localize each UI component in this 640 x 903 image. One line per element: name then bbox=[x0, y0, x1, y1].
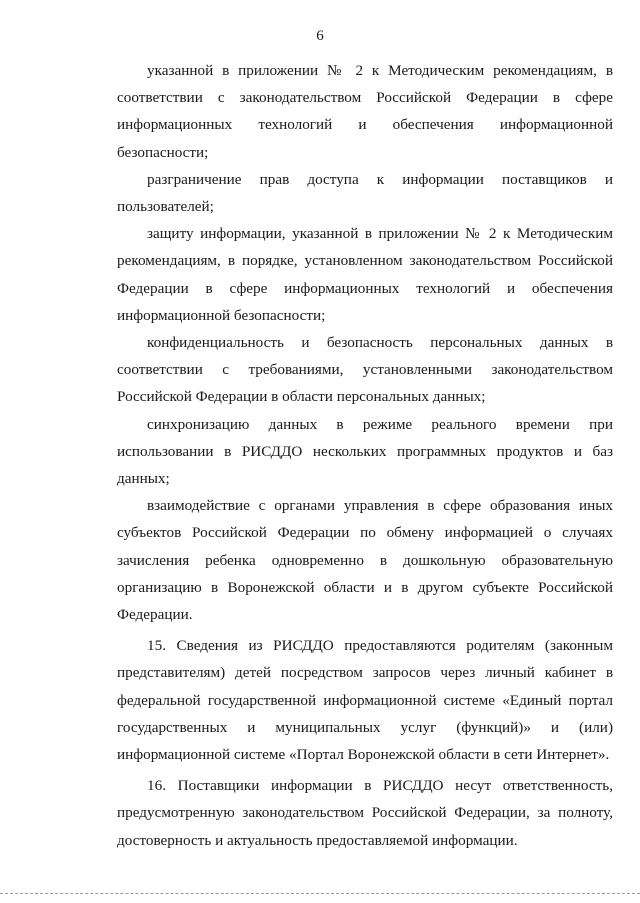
paragraph-3: защиту информации, указанной в приложении № 2 к Методическим рекомендациям, в порядке, установленном законодательством Российской Федерации в сфере информационных технологий и обеспечения информационной безопасности; bbox=[117, 225, 613, 324]
paragraph-5: синхронизацию данных в режиме реального времени при использовании в РИСДДО нескольких программных продуктов и баз данных; bbox=[117, 415, 613, 488]
paragraph-1: указанной в приложении № 2 к Методическим рекомендациям, в соответствии с законодательством Российской Федерации в сфере информационных технологий и обеспечения информационной безопасности; bbox=[117, 62, 613, 161]
page-number: 6 bbox=[316, 28, 324, 44]
paragraph-4: конфиденциальность и безопасность персональных данных в соответствии с требованиями, установленными законодательством Российской Федерации в области персональных данных; bbox=[117, 334, 613, 406]
page-bottom-divider bbox=[0, 893, 640, 894]
paragraph-16: 16. Поставщики информации в РИСДДО несут ответственность, предусмотренную законодательством Российской Федерации, за полноту, достоверность и актуальность предоставляемой информации. bbox=[117, 777, 613, 849]
paragraph-15: 15. Сведения из РИСДДО предоставляются родителям (законным представителям) детей посредством запросов через личный кабинет в федеральной государственной информационной системе «Единый портал государственных и муниципальных услуг (функций)» и (или) информационной системе «Портал Воронежской области в сети Интернет». bbox=[117, 637, 613, 764]
paragraph-6: взаимодействие с органами управления в сфере образования иных субъектов Российской Федерации по обмену информацией о случаях зачисления ребенка одновременно в дошкольную образовательную организацию в Воронежской области и в другом субъекте Российской Федерации. bbox=[117, 497, 613, 624]
paragraph-2: разграничение прав доступа к информации поставщиков и пользователей; bbox=[117, 170, 613, 216]
document-body bbox=[117, 57, 613, 854]
